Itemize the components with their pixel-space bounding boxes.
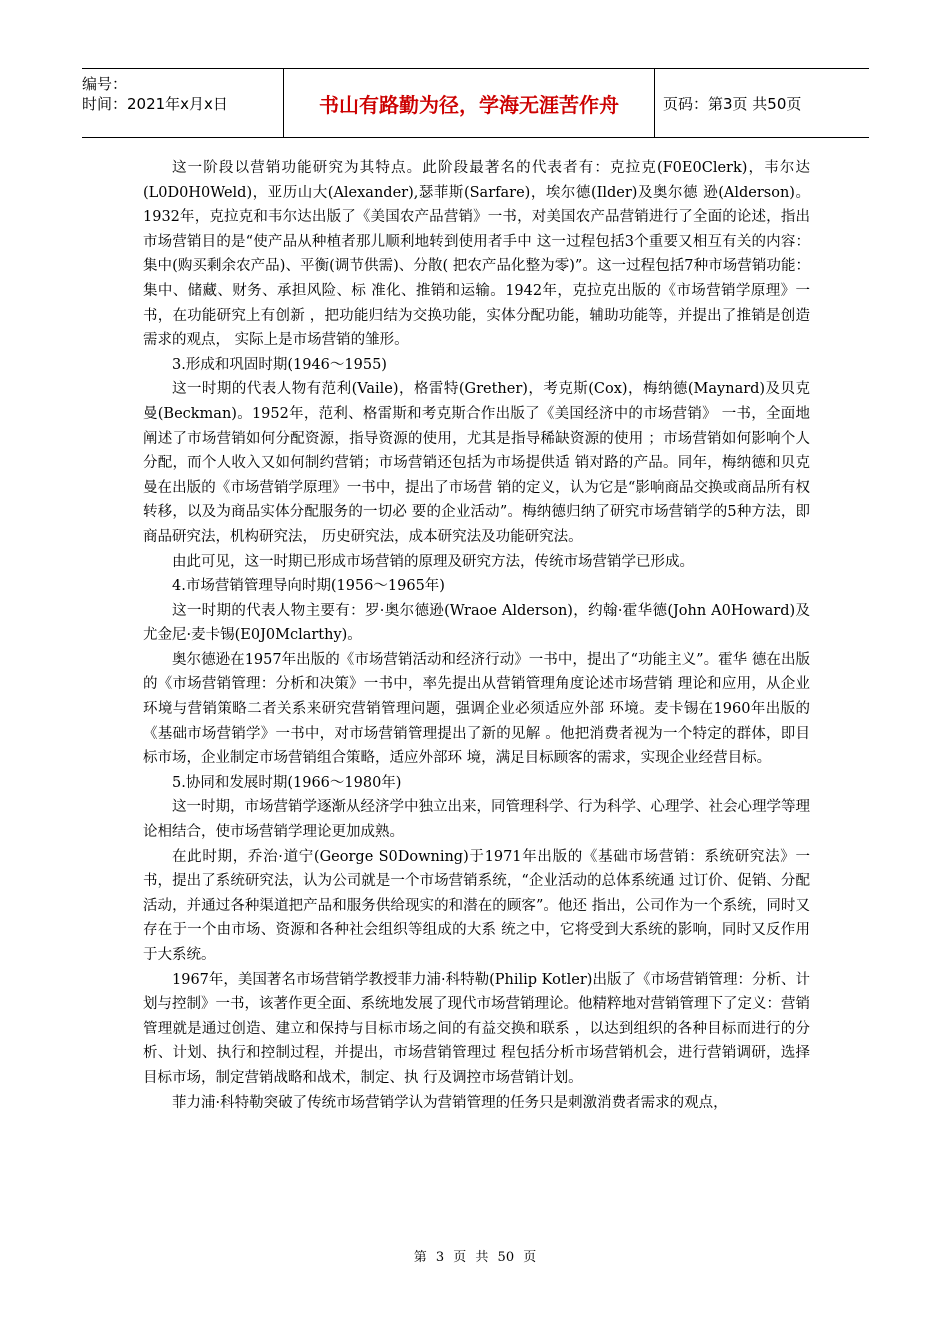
document-number-label: 编号： <box>82 75 128 93</box>
paragraph: 这一时期，市场营销学逐渐从经济学中独立出来，同管理科学、行为科学、心理学、社会心理学等理论相结合，使市场营销学理论更加成熟。 <box>143 799 810 841</box>
section-heading: 3.形成和巩固时期(1946～1955) <box>172 356 387 373</box>
page-footer: 第 3 页 共 50 页 <box>413 1250 537 1265</box>
paragraph: 在此时期，乔治·道宁(George S0Downing)于1971年出版的《基础市场营销：系统研究法》一书，提出了系统研究法，认为公司就是一个市场营销系统，“企业活动的总体系统通 过订价、促销、分配活动，并通过各种渠道把产品和服务供给现实的和潜在的顾客”。他还 指出，公司作为一个系统，同时又存在于一个由市场、资源和各种社会组织等组成的大系 统之中，它将受到大系统的影响，同时又反作用于大系统。 <box>143 848 810 963</box>
paragraph: 1967年，美国著名市场营销学教授菲力浦·科特勒(Philip Kotler)出版了《市场营销管理：分析、计划与控制》一书，该著作更全面、系统地发展了现代市场营销理论。他精粹地对营销管理下了定义：营销管理就是通过创造、建立和保持与目标市场之间的有益交换和联系 ，以达到组织的各种目标而进行的分析、计划、执行和控制过程，并提出，市场营销管理过 程包括分析市场营销机会，进行营销调研，选择目标市场，制定营销战略和战术，制定、执 行及调控市场营销计划。 <box>143 971 810 1086</box>
paragraph: 这一时期的代表人物有范利(Vaile)，格雷特(Grether)，考克斯(Cox)，梅纳德(Maynard)及贝克曼(Beckman)。1952年，范利、格雷斯和考克斯合作出版了《美国经济中的市场营销》 一书，全面地阐述了市场营销如何分配资源，指导资源的使用，尤其是指导稀缺资源的使用 ；市场营销如何影响个人分配，而个人收入又如何制约营销；市场营销还包括为市场提供适 销对路的产品。同年，梅纳德和贝克曼在出版的《市场营销学原理》一书中，提出了市场营 销的定义，认为它是“影响商品交换或商品所有权转移，以及为商品实体分配服务的一切必 要的企业活动”。梅纳德归纳了研究市场营销学的5种方法，即商品研究法，机构研究法， 历史研究法，成本研究法及功能研究法。 <box>143 381 810 545</box>
page-header <box>82 68 869 138</box>
header-meta <box>82 69 283 137</box>
paragraph: 奥尔德逊在1957年出版的《市场营销活动和经济行动》一书中，提出了“功能主义”。霍华 德在出版的《市场营销管理：分析和决策》一书中，率先提出从营销管理角度论述市场营销 理论和应用，从企业环境与营销策略二者关系来研究营销管理问题，强调企业必须适应外部 环境。麦卡锡在1960年出版的《基础市场营销学》一书中，对市场营销管理提出了新的见解 。他把消费者视为一个特定的群体，即目标市场，企业制定市场营销组合策略，适应外部环 境，满足目标顾客的需求，实现企业经营目标。 <box>143 651 810 767</box>
paragraph: 这一时期的代表人物主要有：罗·奥尔德逊(Wraoe Alderson)，约翰·霍华德(John A0Howard)及尤金尼·麦卡锡(E0J0Mclarthy)。 <box>143 602 810 644</box>
document-time-label: 时间：2021年x月x日 <box>82 95 228 113</box>
section-heading: 5.协同和发展时期(1966～1980年) <box>172 774 402 791</box>
paragraph: 菲力浦·科特勒突破了传统市场营销学认为营销管理的任务只是刺激消费者需求的观点， <box>172 1094 728 1111</box>
section-heading: 4.市场营销管理导向时期(1956～1965年) <box>172 578 445 595</box>
header-motto: 书山有路勤为径，学海无涯苦作舟 <box>283 69 655 137</box>
paragraph: 这一阶段以营销功能研究为其特点。此阶段最著名的代表者有：克拉克(F0E0Clerk)，韦尔达(L0D0H0Weld)，亚历山大(Alexander),瑟菲斯(Sarfare)，埃尔德(Ilder)及奥尔德 逊(Alderson)。1932年，克拉克和韦尔达出版了《美国农产品营销》一书，对美国农产品营销进行了全面的论述，指出市场营销目的是“使产品从种植者那儿顺利地转到使用者手中 这一过程包括3个重要又相互有关的内容：集中(购买剩余农产品)、平衡(调节供需)、分散( 把农产品化整为零)”。这一过程包括7种市场营销功能：集中、储藏、财务、承担风险、标 准化、推销和运输。1942年，克拉克出版的《市场营销学原理》一书，在功能研究上有创新 ，把功能归结为交换功能，实体分配功能，辅助功能等，并提出了推销是创造需求的观点， 实际上是市场营销的雏形。 <box>143 160 810 349</box>
paragraph: 由此可见，这一时期已形成市场营销的原理及研究方法，传统市场营销学已形成。 <box>172 553 694 570</box>
header-page-number: 页码：第3页 共50页 <box>663 94 802 113</box>
document-body <box>143 156 810 1115</box>
